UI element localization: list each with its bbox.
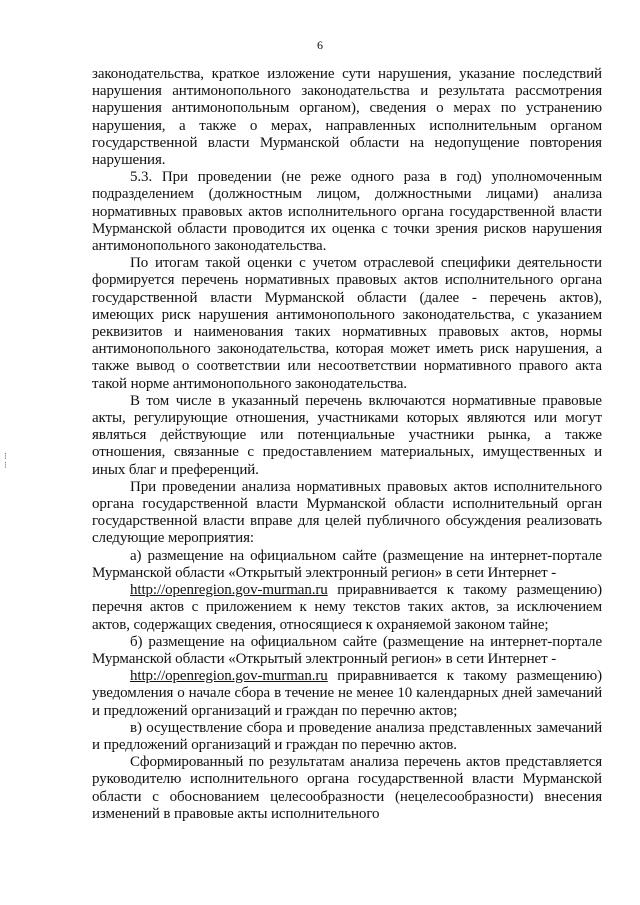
paragraph-7-link-rest: приравнивается к такому размещению) [327, 668, 602, 685]
paragraph-6-link-rest: приравнивается к такому размещению) [327, 582, 602, 599]
paragraph-7-tail: уведомления о начале сбора в течение не менее 10 календарных дней замечаний и предложений организаций и граждан по перечню актов; [92, 685, 602, 719]
paragraph-5: При проведении анализа нормативных правовых актов исполнительного органа государственной власти Мурманской области исполнительный орган государственной власти вправе для целей публичного обсуждения реализовать следующие мероприятия: [92, 478, 602, 547]
openregion-link[interactable]: http://openregion.gov-murman.ru [130, 582, 328, 599]
page-number: 6 [317, 38, 323, 52]
paragraph-7 [92, 634, 602, 720]
paragraph-3: По итогам такой оценки с учетом отраслевой специфики деятельности формируется перечень нормативных правовых актов исполнительного органа государственной власти Мурманской области (далее - перечень актов), имеющих риск нарушения антимонопольного законодательства, с указанием реквизитов и наименования таких нормативных правовых актов, нормы антимонопольного законодательства, которая может иметь риск нарушения, а также вывод о соответствии или несоответствии нормативного правого акта такой норме антимонопольного законодательства. [92, 255, 602, 392]
paragraph-6-text: а) размещение на официальном сайте (размещение на интернет-портале Мурманской области «Открытый электронный регион» в сети Интернет - [92, 547, 602, 581]
paragraph-4: В том числе в указанный перечень включаются нормативные правовые акты, регулирующие отношения, участниками которых являются или могут являться действующие или потенциальные участники рынка, а также отношения, связанные с предоставлением материальных, имущественных и иных благ и преференций. [92, 392, 602, 478]
paragraph-2: 5.3. При проведении (не реже одного раза в год) уполномоченным подразделением (должностным лицом, должностными лицами) анализа нормативных правовых актов исполнительного органа государственной власти Мурманской области проводится их оценка с точки зрения рисков нарушения антимонопольного законодательства. [92, 169, 602, 255]
paragraph-9: Сформированный по результатам анализа перечень актов представляется руководителю исполнительного органа государственной власти Мурманской области с обоснованием целесообразности (нецелесообразности) внесения изменений в правовые акты исполнительного [92, 754, 602, 822]
paragraph-6-tail: перечня актов с приложением к нему текстов таких актов, за исключением актов, содержащих сведения, относящиеся к охраняемой законом тайне; [92, 599, 602, 633]
paragraph-1: законодательства, краткое изложение сути нарушения, указание последствий нарушения антимонопольного законодательства и результата рассмотрения нарушения антимонопольным органом), сведения о мерах по устранению нарушения, а также о мерах, направленных исполнительным органом государственной власти Мурманской области на недопущение повторения нарушения. [92, 66, 602, 169]
paragraph-7-link-line [92, 668, 602, 685]
paragraph-8: в) осуществление сбора и проведение анализа представленных замечаний и предложений организаций и граждан по перечню актов. [92, 719, 602, 753]
paragraph-7-text: б) размещение на официальном сайте (размещение на интернет-портале Мурманской области «Открытый электронный регион» в сети Интернет - [92, 633, 602, 667]
margin-marks: ⁝ ⁝ [4, 451, 7, 470]
paragraph-6-link-line [92, 582, 602, 599]
openregion-link-2[interactable]: http://openregion.gov-murman.ru [130, 668, 328, 685]
document-body [92, 66, 602, 823]
paragraph-6 [92, 548, 602, 634]
